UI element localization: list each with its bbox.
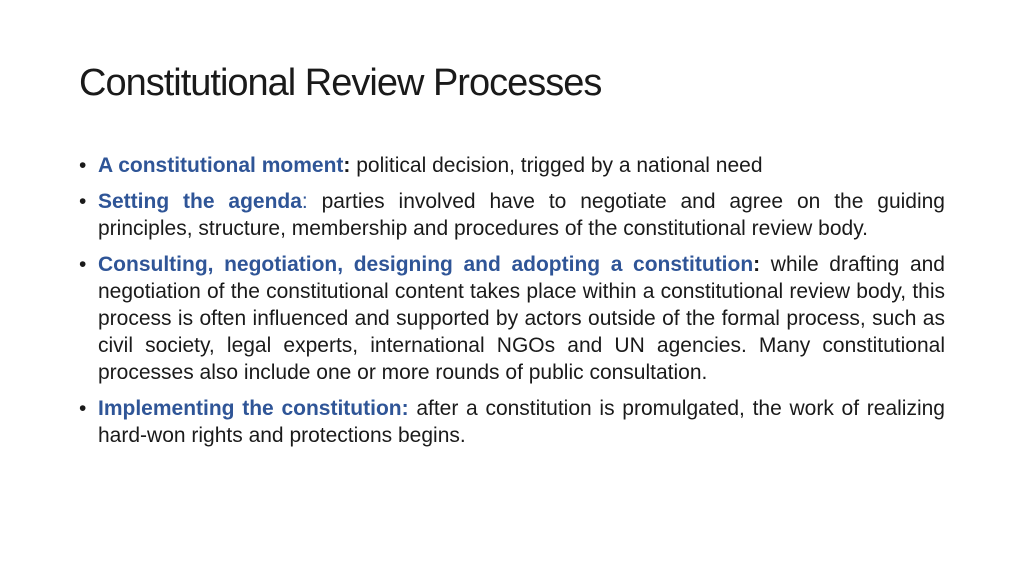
bullet-separator: : bbox=[753, 253, 761, 276]
bullet-list bbox=[76, 152, 945, 458]
bullet-separator: : bbox=[301, 190, 308, 213]
bullet-item-consulting bbox=[76, 251, 945, 386]
bullet-dot-icon: • bbox=[79, 190, 87, 213]
bullet-term: Implementing the constitution: bbox=[98, 397, 409, 420]
bullet-term: Setting the agenda bbox=[98, 190, 302, 213]
bullet-separator: : bbox=[343, 154, 351, 177]
bullet-item-implementing bbox=[76, 395, 945, 449]
bullet-text: political decision, trigged by a national need bbox=[350, 154, 763, 177]
bullet-item-setting-agenda bbox=[76, 188, 945, 242]
bullet-dot-icon: • bbox=[79, 397, 87, 420]
bullet-dot-icon: • bbox=[79, 253, 87, 276]
bullet-text: while drafting and negotiation of the constitutional content takes place within a constitutional review body, this process is often influenced and supported by actors outside of the formal process, such as civil society, legal experts, international NGOs and UN agencies. Many constitutional processes also include one or more rounds of public consultation. bbox=[98, 253, 945, 384]
slide-title: Constitutional Review Processes bbox=[79, 62, 602, 104]
bullet-dot-icon: • bbox=[79, 154, 87, 177]
bullet-term: Consulting, negotiation, designing and adopting a constitution bbox=[98, 253, 754, 276]
bullet-term: A constitutional moment bbox=[98, 154, 344, 177]
bullet-text: parties involved have to negotiate and agree on the guiding principles, structure, membership and procedures of the constitutional review body. bbox=[98, 190, 945, 240]
bullet-item-constitutional-moment bbox=[76, 152, 945, 179]
bullet-text: after a constitution is promulgated, the work of realizing hard-won rights and protections begins. bbox=[98, 397, 945, 447]
